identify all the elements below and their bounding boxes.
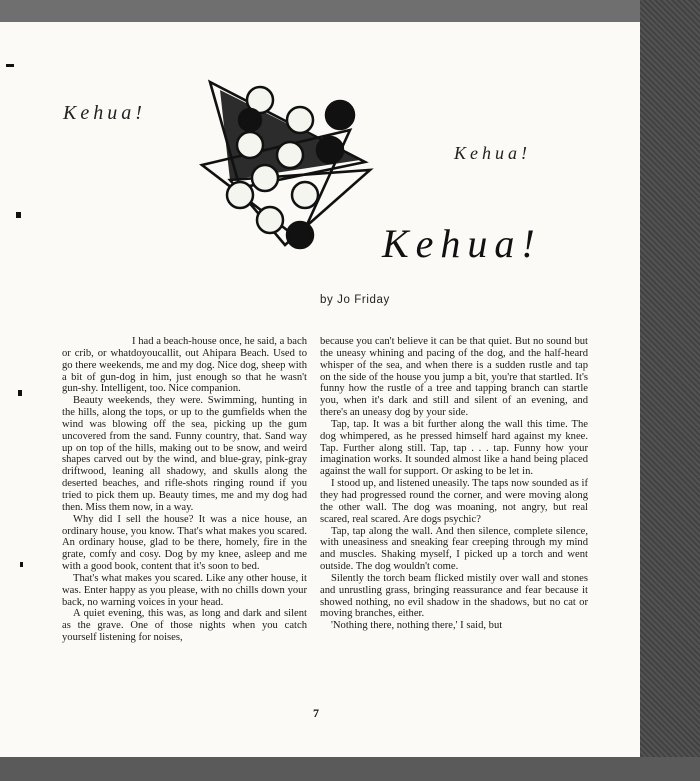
scan-background-edge <box>640 0 700 781</box>
paragraph: Silently the torch beam flicked mistily over wall and stones and unrustling grass, bringing reassurance and fear because it showed nothing, no evil shadow in the shadows, but no cat or moving branches, either. <box>320 572 588 620</box>
paragraph: I had a beach-house once, he said, a bach or crib, or whatdoyoucallit, out Ahipara Beach. Used to go there weekends, me and my dog. Nice dog, sheep with a bit of gun-dog in him, just enough so that he wasn't gun-shy. Intelligent, too. Nice companion. <box>62 336 307 395</box>
paragraph: Tap, tap along the wall. And then silence, complete silence, with uneasiness and sneaking fear creeping through my mind and muscles. Shaking myself, I picked up a torch and went outside. The dog wouldn't come. <box>320 525 588 573</box>
scan-mark <box>20 562 23 567</box>
scan-mark <box>6 64 14 67</box>
triangle-rings-illustration <box>190 70 380 255</box>
paragraph: A quiet evening, this was, as long and dark and silent as the grave. One of those nights when you catch yourself listening for noises, <box>62 608 307 644</box>
paragraph: That's what makes you scared. Like any other house, it was. Enter happy as you please, with no chills down your back, no warning voices in your head. <box>62 572 307 608</box>
paragraph: I stood up, and listened uneasily. The taps now sounded as if they had progressed round the corner, and were moving along the other wall. The dog was moaning, not angry, but real scared, real scared. Are dogs psychic? <box>320 478 588 525</box>
title-kehua-small-right: Kehua! <box>454 143 531 163</box>
title-kehua-small-left: Kehua! <box>63 102 146 124</box>
scan-mark <box>18 390 22 396</box>
paragraph: Beauty weekends, they were. Swimming, hunting in the hills, along the tops, or up to the gumfields when the wind was blowing off the sea, picking up the gum uncovered from the sand. Funny country, that. Sand way up on top of the hills, making out to be snow, and weird shapes carved out by the wind, and blue-gray, pink-gray driftwood, leaning all shadowy, and skulls along the deserted beaches, and rifle-shots ringing round if you tried to pick them up. Beauty times, me and my dog had then. Miss them now, in a way. <box>62 395 307 513</box>
scan-bottom-strip <box>0 757 700 781</box>
text-column-left <box>62 336 307 644</box>
page-number: 7 <box>313 706 319 720</box>
scan-mark <box>16 212 21 218</box>
paragraph: because you can't believe it can be that quiet. But no sound but the uneasy whining and pacing of the dog, and the half-heard whisper of the sea, and when there is a sudden rustle and tap on the side of the house you jump a bit, you're that startled. It's funny how the rustle of a tree and tapping branch can startle you, when it's dark and still and silent of an evening, and there's an uneasy dog by your side. <box>320 336 588 419</box>
byline: by Jo Friday <box>320 294 390 306</box>
paragraph: 'Nothing there, nothing there,' I said, but <box>331 620 503 632</box>
paragraph: Tap, tap. It was a bit further along the wall this time. The dog whimpered, as he pressed himself hard against my knee. Tap. Further along still. Tap, tap . . . tap. Funny how your imagination works. It sounded almost like a hand being placed against the wall for support. Or asking to be let in. <box>320 418 588 478</box>
text-column-right <box>320 336 588 632</box>
paragraph: Why did I sell the house? It was a nice house, an ordinary house, you know. That's what makes you scared. An ordinary house, glad to be there, homely, fire in the grate, comfy and cosy. Dog by my knee, asleep and me with a good book, content that it's soon to bed. <box>62 513 307 573</box>
title-kehua-large: Kehua! <box>382 221 542 266</box>
